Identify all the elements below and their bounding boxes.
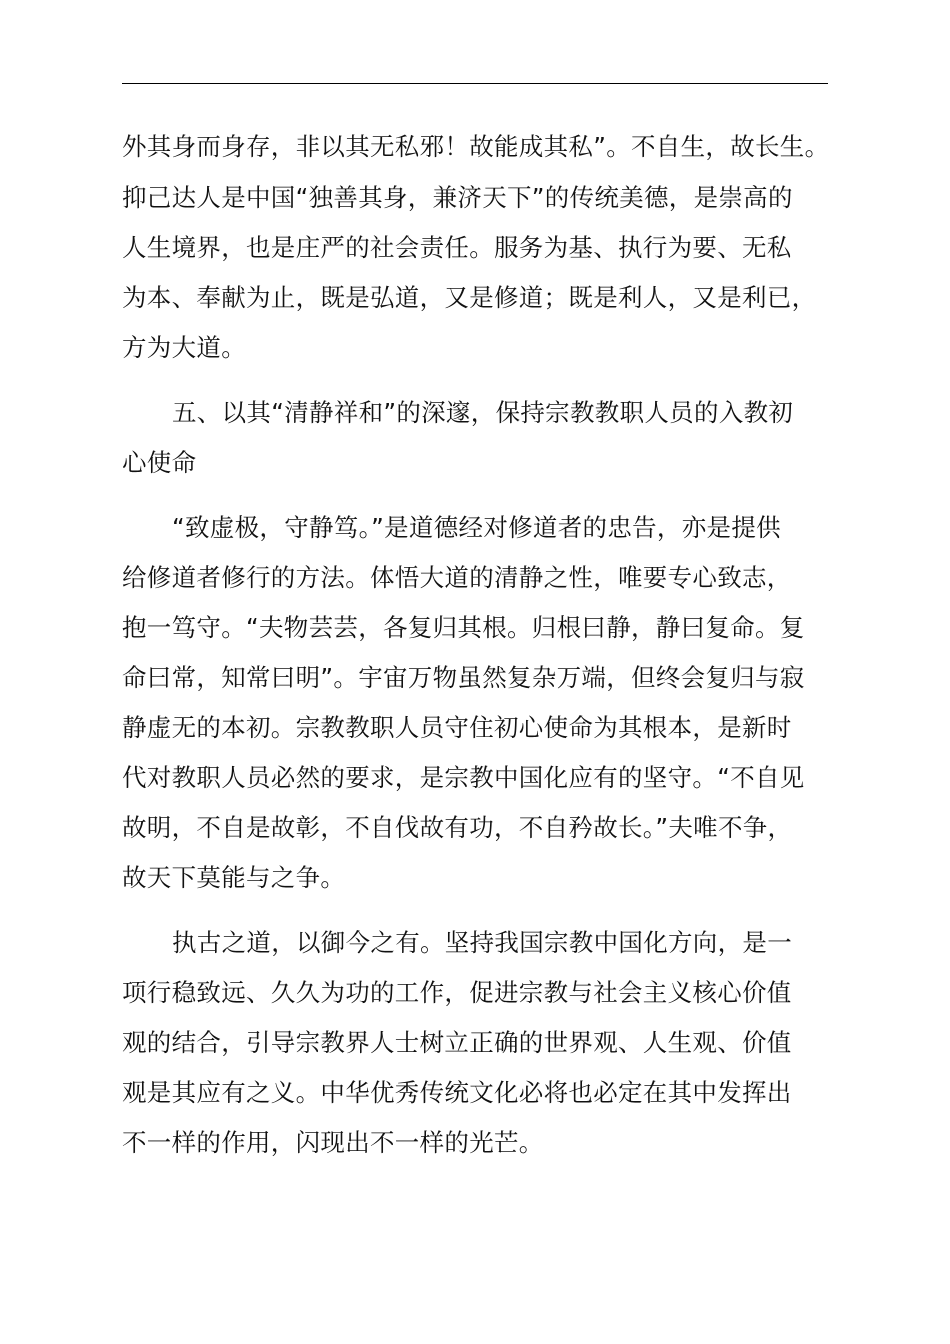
section-heading-continuation: 心使命 bbox=[122, 448, 197, 477]
text-line: 外其身而身存，非以其无私邪！故能成其私”。不自生，故长生。 bbox=[122, 132, 830, 161]
text-line: 给修道者修行的方法。体悟大道的清静之性，唯要专心致志， bbox=[122, 563, 792, 592]
text-line: 观是其应有之义。中华优秀传统文化必将也必定在其中发挥出 bbox=[122, 1078, 792, 1107]
text-line: 故天下莫能与之争。 bbox=[122, 863, 346, 892]
text-line: 观的结合，引导宗教界人士树立正确的世界观、人生观、价值 bbox=[122, 1028, 792, 1057]
text-line: 故明，不自是故彰，不自伐故有功，不自矜故长。”夫唯不争， bbox=[122, 813, 793, 842]
header-rule bbox=[122, 83, 828, 84]
section-heading: 五、以其“清静祥和”的深邃，保持宗教教职人员的入教初 bbox=[172, 398, 794, 427]
text-line: 执古之道，以御今之有。坚持我国宗教中国化方向，是一 bbox=[172, 928, 792, 957]
text-line: 人生境界，也是庄严的社会责任。服务为基、执行为要、无私 bbox=[122, 233, 792, 262]
text-line: 为本、奉献为止，既是弘道，又是修道；既是利人，又是利已， bbox=[122, 283, 817, 312]
text-line: 抱一笃守。“夫物芸芸，各复归其根。归根曰静，静曰复命。复 bbox=[122, 613, 805, 642]
text-line: 方为大道。 bbox=[122, 333, 246, 362]
text-line: 项行稳致远、久久为功的工作，促进宗教与社会主义核心价值 bbox=[122, 978, 792, 1007]
text-line: 代对教职人员必然的要求，是宗教中国化应有的坚守。“不自见 bbox=[122, 763, 805, 792]
text-line: 抑己达人是中国“独善其身，兼济天下”的传统美德，是崇高的 bbox=[122, 183, 793, 212]
text-line: “致虚极，守静笃。”是道德经对修道者的忠告，亦是提供 bbox=[172, 513, 781, 542]
text-line: 命曰常，知常曰明”。宇宙万物虽然复杂万端，但终会复归与寂 bbox=[122, 663, 805, 692]
text-line: 不一样的作用，闪现出不一样的光芒。 bbox=[122, 1128, 544, 1157]
text-line: 静虚无的本初。宗教教职人员守住初心使命为其根本，是新时 bbox=[122, 713, 792, 742]
